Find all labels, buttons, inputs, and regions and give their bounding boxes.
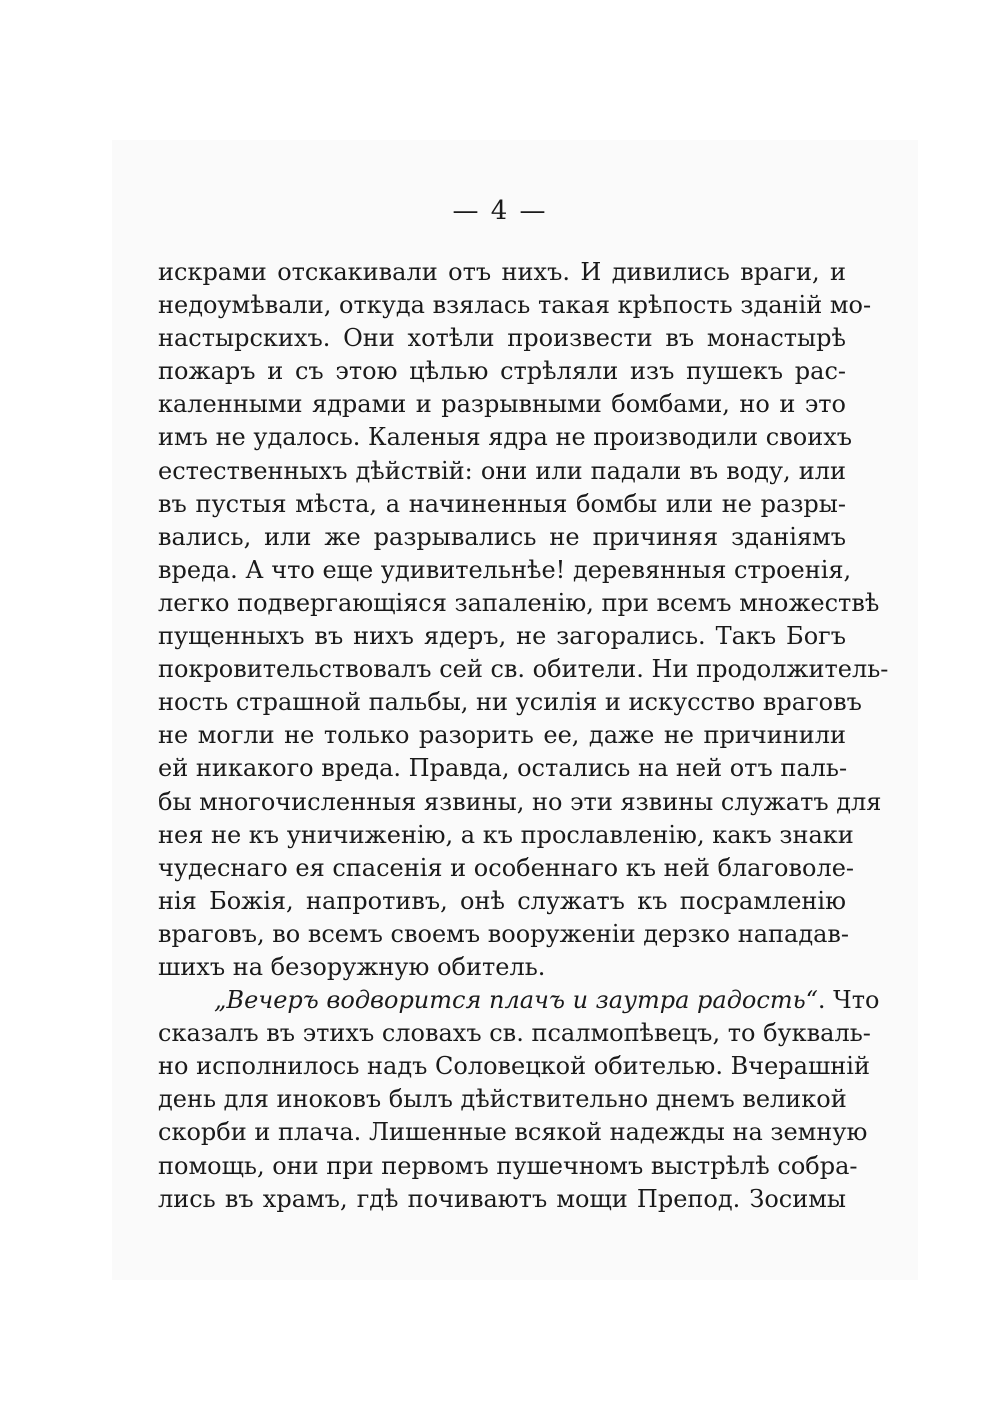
text-line: но исполнилось надъ Соловецкой обителью. Вчерашній xyxy=(158,1052,870,1081)
psalm-quote: „Вечеръ водворится плачъ и заутра радость“ xyxy=(214,986,818,1015)
text-line: помощь, они при первомъ пушечномъ выстрѣлѣ собра- xyxy=(158,1151,858,1180)
text-line: вреда. А что еще удивительнѣе! деревянныя строенія, xyxy=(158,555,852,584)
text-line: сказалъ въ этихъ словахъ св. псалмопѣвецъ, то букваль- xyxy=(158,1019,871,1048)
text-line: нея не къ уничиженію, а къ прославленію, какъ знаки xyxy=(158,820,854,849)
text-line: настырскихъ. Они хотѣли произвести въ монастырѣ xyxy=(158,324,846,353)
text-line: естественныхъ дѣйствій: они или падали въ воду, или xyxy=(158,456,846,485)
text-line: недоумѣвали, откуда взялась такая крѣпость зданій мо- xyxy=(158,291,872,320)
text-line: не могли не только разорить ее, даже не причинили xyxy=(158,721,846,750)
text-line: въ пустыя мѣста, а начиненныя бомбы или не разры- xyxy=(158,489,846,518)
text-line: каленными ядрами и разрывными бомбами, но и это xyxy=(158,390,846,419)
text-line: искрами отскакивали отъ нихъ. И дивились враги, и xyxy=(158,258,846,286)
text-line: пущенныхъ въ нихъ ядеръ, не загорались. Такъ Богъ xyxy=(158,622,846,651)
text-line: скорби и плача. Лишенные всякой надежды на земную xyxy=(158,1118,868,1147)
text-line: лись въ храмъ, гдѣ почиваютъ мощи Препод. Зосимы xyxy=(158,1184,846,1213)
text-line: ей никакого вреда. Правда, остались на ней отъ паль- xyxy=(158,754,848,783)
text-line: пожаръ и съ этою цѣлью стрѣляли изъ пушекъ рас- xyxy=(158,357,846,386)
page-number: — 4 — xyxy=(452,196,548,226)
quote-trailing-text: . Что xyxy=(817,986,880,1015)
text-line: чудеснаго ея спасенія и особеннаго къ ней благоволе- xyxy=(158,853,855,882)
text-line: покровительствовалъ сей св. обители. Ни продолжитель- xyxy=(158,655,889,684)
text-line: вались, или же разрывались не причиняя зданіямъ xyxy=(158,522,846,551)
text-line: бы многочисленныя язвины, но эти язвины служатъ для xyxy=(158,787,882,816)
text-line: враговъ, во всемъ своемъ вооруженіи дерзко нападав- xyxy=(158,919,850,948)
text-line: имъ не удалось. Каленыя ядра не производили своихъ xyxy=(158,423,853,452)
text-line: день для иноковъ былъ дѣйствительно днемъ великой xyxy=(158,1085,847,1114)
text-line: шихъ на безоружную обитель. xyxy=(158,952,546,981)
text-line: ность страшной пальбы, ни усилія и искусство враговъ xyxy=(158,688,862,717)
text-line: нія Божія, напротивъ, онѣ служатъ къ посрамленію xyxy=(158,886,846,915)
paragraph-opening-line xyxy=(158,984,880,1017)
body-text xyxy=(158,256,889,1216)
text-line: легко подвергающіяся запаленію, при всемъ множествѣ xyxy=(158,588,880,617)
